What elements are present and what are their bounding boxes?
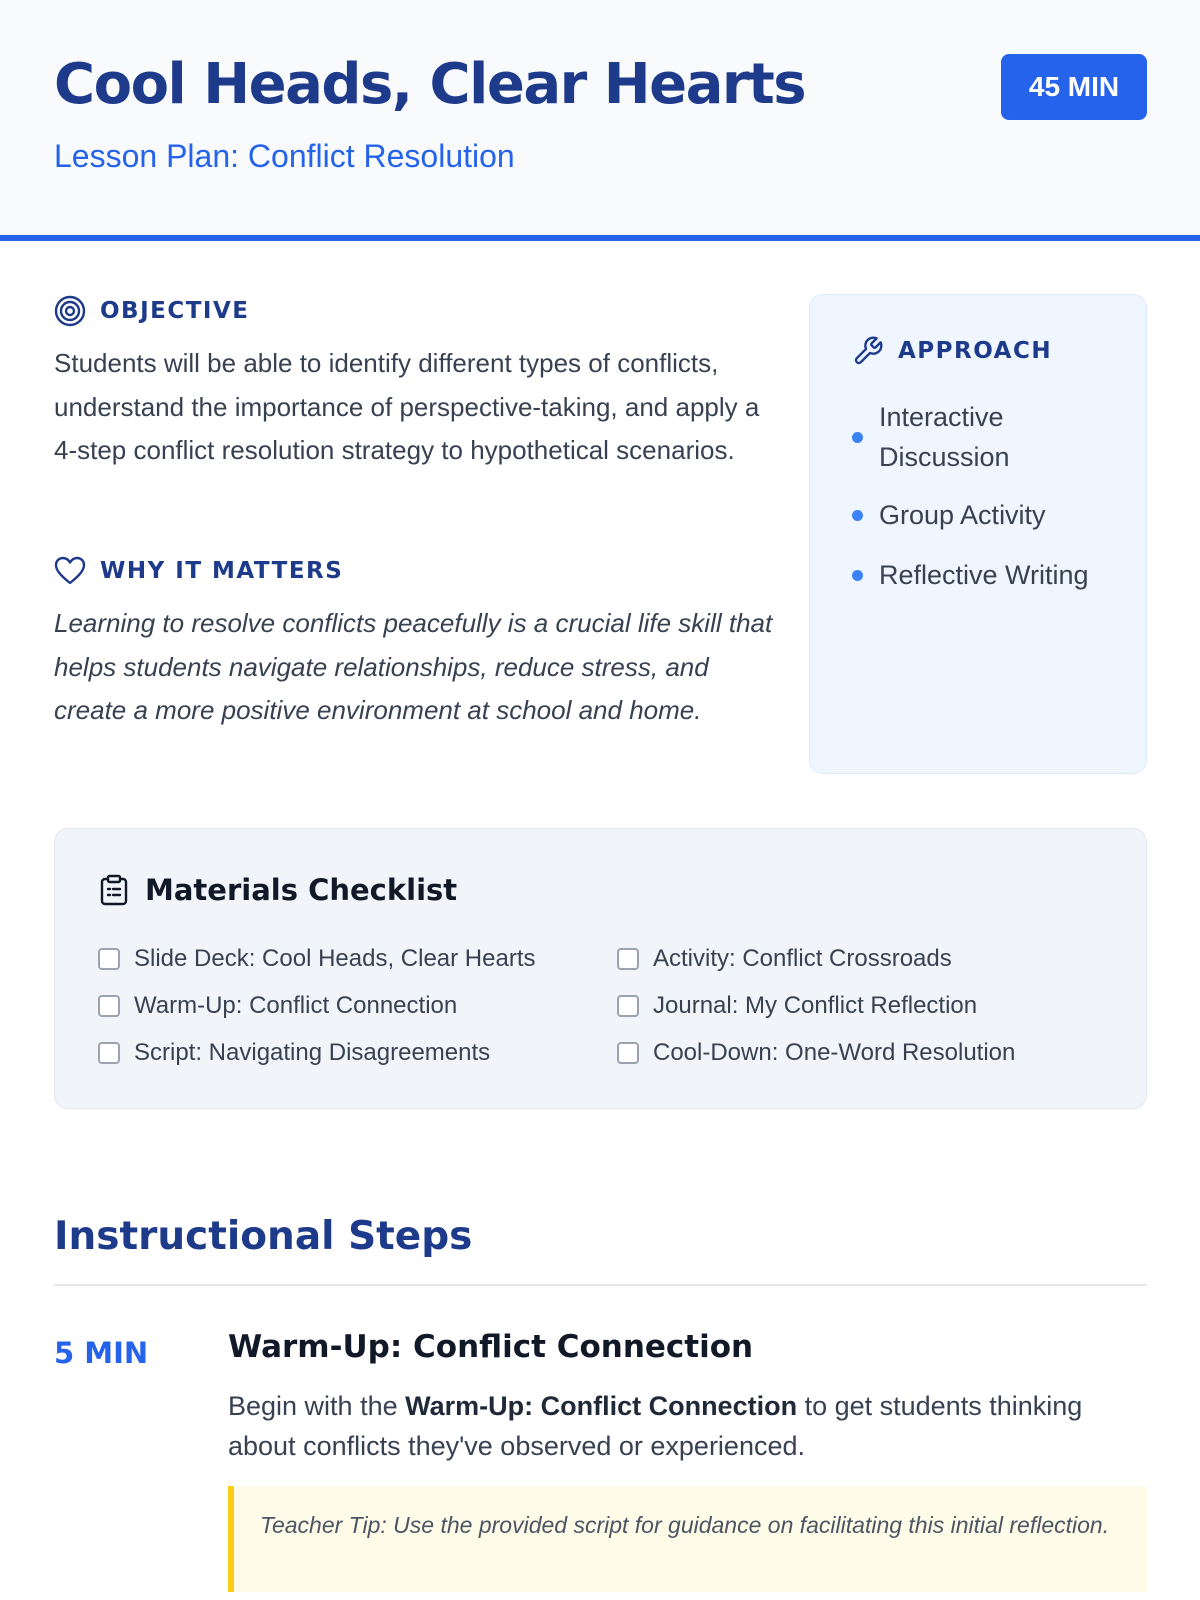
checkbox[interactable] xyxy=(617,948,639,970)
material-label: Script: Navigating Disagreements xyxy=(134,1039,491,1066)
material-label: Cool-Down: One-Word Resolution xyxy=(653,1039,1016,1066)
approach-item-label: Group Activity xyxy=(879,500,1046,530)
approach-item xyxy=(852,397,1072,477)
why-text: Learning to resolve conflicts peacefully is a crucial life skill that helps students navigate relationships, reduce stress, and create a more positive environment at school and home. xyxy=(54,608,773,725)
why-heading xyxy=(54,556,343,586)
page-subtitle: Lesson Plan: Conflict Resolution xyxy=(54,138,515,174)
material-checkbox-item[interactable] xyxy=(617,945,952,973)
material-label: Journal: My Conflict Reflection xyxy=(653,992,978,1019)
step-desc-text: Begin with the xyxy=(228,1391,406,1421)
objective-label: OBJECTIVE xyxy=(100,298,250,324)
approach-label: APPROACH xyxy=(898,338,1053,364)
bullet-dot xyxy=(852,510,863,521)
wrench-icon xyxy=(852,335,884,367)
teacher-tip: Teacher Tip: Use the provided script for guidance on facilitating this initial reflection. xyxy=(228,1486,1147,1592)
materials-heading xyxy=(99,873,457,907)
approach-item-label: Interactive Discussion xyxy=(879,402,1010,472)
material-checkbox-item[interactable] xyxy=(98,992,457,1020)
page-header xyxy=(0,0,1200,241)
materials-title: Materials Checklist xyxy=(145,873,458,907)
step-title: Warm-Up: Conflict Connection xyxy=(228,1329,754,1365)
approach-item xyxy=(852,495,1046,535)
checkbox[interactable] xyxy=(617,995,639,1017)
material-checkbox-item[interactable] xyxy=(98,1039,490,1067)
approach-card xyxy=(809,294,1147,774)
target-icon xyxy=(54,295,86,327)
checkbox[interactable] xyxy=(98,948,120,970)
approach-item xyxy=(852,555,1089,595)
material-label: Warm-Up: Conflict Connection xyxy=(134,992,458,1019)
bullet-dot xyxy=(852,570,863,581)
step-desc-bold: Warm-Up: Conflict Connection xyxy=(405,1391,798,1421)
materials-card xyxy=(54,828,1147,1109)
duration-badge: 45 MIN xyxy=(1001,54,1147,120)
objective-text: Students will be able to identify different types of conflicts, understand the importance of perspective-taking, and apply a 4-step conflict resolution strategy to hypothetical scenarios. xyxy=(54,348,760,465)
bullet-dot xyxy=(852,432,863,443)
objective-heading xyxy=(54,295,250,327)
material-checkbox-item[interactable] xyxy=(98,945,536,973)
clipboard-icon xyxy=(99,874,129,906)
heart-icon xyxy=(54,556,86,586)
step-description xyxy=(228,1386,1148,1466)
step-desc-text: to get students thinking about conflicts they've observed or experienced. xyxy=(228,1391,1083,1461)
approach-item-label: Reflective Writing xyxy=(879,560,1089,590)
material-label: Slide Deck: Cool Heads, Clear Hearts xyxy=(134,945,536,972)
material-checkbox-item[interactable] xyxy=(617,1039,1015,1067)
approach-heading xyxy=(852,335,1052,367)
checkbox[interactable] xyxy=(617,1042,639,1064)
page-title: Cool Heads, Clear Hearts xyxy=(54,52,806,117)
why-label: WHY IT MATTERS xyxy=(100,558,344,584)
material-label: Activity: Conflict Crossroads xyxy=(653,945,952,972)
steps-heading: Instructional Steps xyxy=(54,1214,473,1259)
checkbox[interactable] xyxy=(98,995,120,1017)
step-time: 5 MIN xyxy=(54,1336,149,1370)
divider xyxy=(54,1284,1147,1286)
checkbox[interactable] xyxy=(98,1042,120,1064)
material-checkbox-item[interactable] xyxy=(617,992,977,1020)
